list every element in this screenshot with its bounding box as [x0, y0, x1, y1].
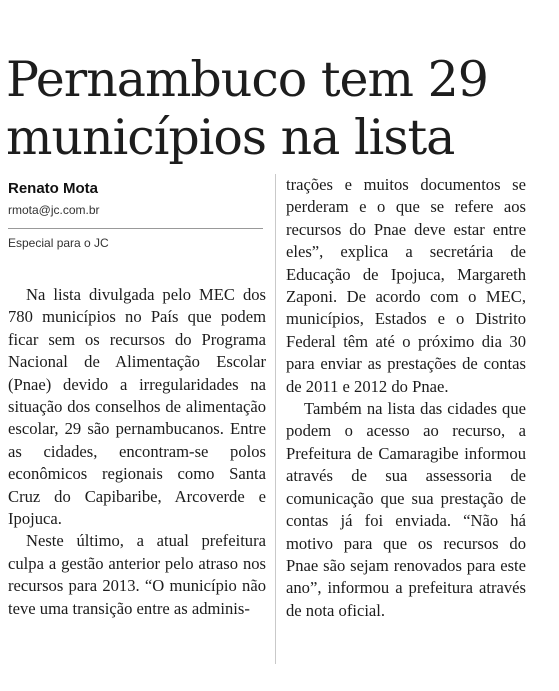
- paragraph: Na lista divulgada pelo MEC dos 780 municípios no País que podem ficar sem os recursos do Programa Nacional de Alimentação Escolar (Pnae) devido a irregularidades na situação dos conselhos de alimentação escolar, 29 são pernambucanos. Entre as cidades, encontram-se polos econômicos regionais como Santa Cruz do Capibaribe, Arcoverde e Ipojuca.: [8, 285, 266, 529]
- article-column-right: [286, 174, 526, 622]
- author-name: Renato Mota: [8, 180, 98, 197]
- paragraph: trações e muitos documentos se perderam e o que se refere aos recursos do Pnae deve estar entre eles”, explica a secretária de Educação de Ipojuca, Margareth Zaponi. De acordo com o MEC, municípios, Estados e o Distrito Federal têm até o próximo dia 30 para enviar as prestações de contas de 2011 e 2012 do Pnae.: [286, 175, 526, 396]
- paragraph: Neste último, a atual prefeitura culpa a gestão anterior pelo atraso nos recursos para 2013. “O município não teve uma transição entre as adminis-: [8, 531, 266, 618]
- byline-divider: [8, 228, 263, 229]
- column-divider: [275, 174, 276, 664]
- contributor-note: Especial para o JC: [8, 236, 109, 250]
- article-column-left: [8, 284, 266, 620]
- author-email: rmota@jc.com.br: [8, 203, 100, 217]
- paragraph: Também na lista das cidades que podem o acesso ao recurso, a Prefeitura de Camaragibe informou através de sua assessoria de comunicação que sua prestação de contas já foi enviada. “Não há motivo para que os recursos do Pnae são sejam renovados para este ano”, informou a prefeitura através de nota oficial.: [286, 399, 526, 620]
- headline: Pernambuco tem 29 municípios na lista: [6, 50, 488, 166]
